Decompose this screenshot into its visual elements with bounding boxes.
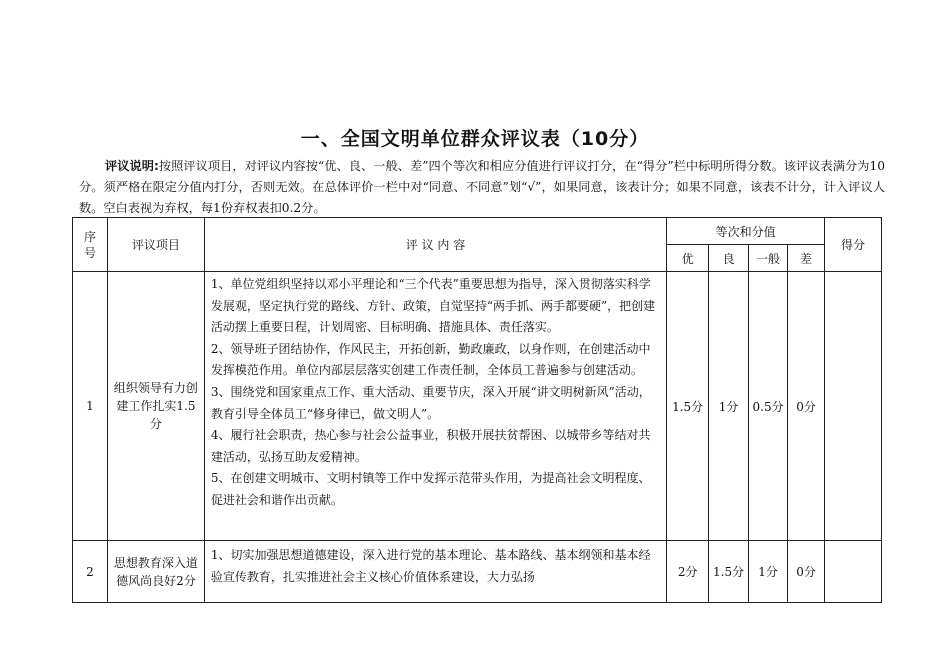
grade-good-value: 1分 <box>709 272 749 541</box>
header-grade-poor: 差 <box>788 245 825 272</box>
content-paragraph: 3、围绕党和国家重点工作、重大活动、重要节庆，深入开展“讲文明树新风”活动，教育引导全体员工“修身律已，做文明人”。 <box>210 384 651 421</box>
row-seq: 1 <box>73 272 108 541</box>
header-score: 得分 <box>825 218 882 272</box>
grade-average-value: 1分 <box>749 541 788 603</box>
grade-excellent-value: 1.5分 <box>667 272 709 541</box>
header-grade-average: 一般 <box>749 245 788 272</box>
instructions-paragraph <box>79 156 885 219</box>
header-grades-group: 等次和分值 <box>667 218 825 245</box>
row-item: 思想教育深入道德风尚良好2分 <box>107 541 204 603</box>
table-header-row <box>73 218 882 245</box>
content-paragraph: 1、切实加强思想道德建设，深入进行党的基本理论、基本路线、基本纲领和基本经验宣传教育，扎实推进社会主义核心价值体系建设，大力弘扬 <box>210 548 651 584</box>
row-content <box>204 541 666 603</box>
row-seq: 2 <box>73 541 108 603</box>
header-grade-good: 良 <box>709 245 749 272</box>
content-paragraph: 5、在创建文明城市、文明村镇等工作中发挥示范带头作用，为提高社会文明程度、促进社会和谐作出贡献。 <box>210 471 651 507</box>
instructions-text: 按照评议项目，对评议内容按“优、良、一般、差”四个等次和相应分值进行评议打分，在“得分”栏中标明所得分数。该评议表满分为10分。须严格在限定分值内打分，否则无效。在总体评价一栏中对“同意、不同意”划“√”，如果同意，该表计分；如果不同意，该表不计分，计入评议人数。空白表视为弃权，每1份弃权表扣0.2分。 <box>79 159 885 215</box>
table-row <box>73 541 882 603</box>
header-seq: 序号 <box>73 218 108 272</box>
row-item: 组织领导有力创建工作扎实1.5分 <box>107 272 204 541</box>
grade-good-value: 1.5分 <box>709 541 749 603</box>
grade-poor-value: 0分 <box>788 541 825 603</box>
score-cell[interactable] <box>825 272 882 541</box>
instructions-lead: 评议说明: <box>105 159 159 173</box>
row-content <box>204 272 666 541</box>
content-paragraph: 2、领导班子团结协作，作风民主，开拓创新，勤政廉政，以身作则，在创建活动中发挥模范作用。单位内部层层落实创建工作责任制，全体员工普遍参与创建活动。 <box>210 341 651 378</box>
grade-average-value: 0.5分 <box>749 272 788 541</box>
evaluation-table <box>72 217 882 603</box>
header-grade-excellent: 优 <box>667 245 709 272</box>
grade-poor-value: 0分 <box>788 272 825 541</box>
content-paragraph: 4、履行社会职责，热心参与社会公益事业，积极开展扶贫帮困、以城带乡等结对共建活动，弘扬互助友爱精神。 <box>210 428 651 464</box>
header-item: 评议项目 <box>107 218 204 272</box>
table-row <box>73 272 882 541</box>
header-content: 评 议 内 容 <box>204 218 666 272</box>
content-paragraph: 1、单位党组织坚持以邓小平理论和“三个代表”重要思想为指导，深入贯彻落实科学发展观，坚定执行党的路线、方针、政策，自觉坚持“两手抓、两手都要硬”，把创建活动摆上重要日程，计划周密、目标明确、措施具体、责任落实。 <box>210 277 656 335</box>
score-cell[interactable] <box>825 541 882 603</box>
page-title: 一、全国文明单位群众评议表（10分） <box>300 128 650 150</box>
grade-excellent-value: 2分 <box>667 541 709 603</box>
